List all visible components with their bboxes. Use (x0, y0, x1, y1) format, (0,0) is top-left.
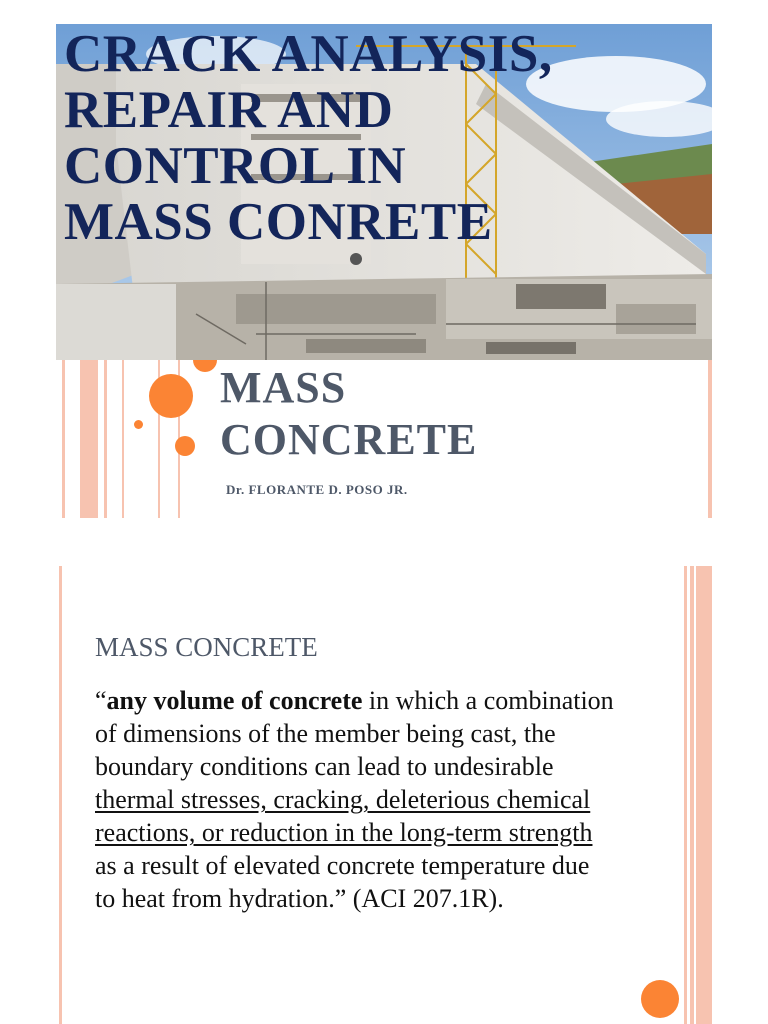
decorative-stripe (59, 566, 62, 1024)
quote-text: in which a combination of dimensions of the member being cast, the boundary conditions can lead to undesirable (95, 686, 614, 781)
definition-quote (95, 684, 615, 915)
title-line: CONTROL IN (64, 137, 407, 195)
decorative-stripe (80, 360, 98, 518)
title-line: CRACK ANALYSIS, (64, 25, 553, 83)
presentation-title (64, 26, 553, 250)
decorative-dot (149, 374, 193, 418)
title-slide (56, 24, 712, 518)
subtitle-line: CONCRETE (220, 415, 478, 464)
decorative-stripe (708, 360, 712, 518)
decorative-stripe (684, 566, 687, 1024)
decorative-stripe (104, 360, 107, 518)
subtitle-line: MASS (220, 363, 347, 412)
bold-term: any volume of concrete (106, 686, 363, 715)
decorative-dot (175, 436, 195, 456)
title-line: REPAIR AND (64, 81, 394, 139)
open-quote: “ (95, 686, 107, 715)
slide-subtitle (220, 362, 477, 466)
title-line: MASS CONRETE (64, 193, 493, 251)
decorative-stripe (62, 360, 65, 518)
decorative-dot (193, 360, 217, 372)
decorative-dot (134, 420, 143, 429)
underlined-effects: thermal stresses, cracking, deleterious chemical reactions, or reduction in the long-term strength (95, 785, 593, 847)
decorative-stripe (696, 566, 712, 1024)
decorative-stripe (690, 566, 694, 1024)
slide-heading: MASS CONCRETE (95, 632, 318, 662)
definition-slide (56, 566, 712, 1024)
quote-text-end: as a result of elevated concrete temperature due to heat from hydration.” (ACI 207.1R). (95, 851, 590, 913)
author-name: Dr. FLORANTE D. POSO JR. (226, 482, 408, 497)
decorative-stripe (122, 360, 124, 518)
decorative-dot (641, 980, 679, 1018)
